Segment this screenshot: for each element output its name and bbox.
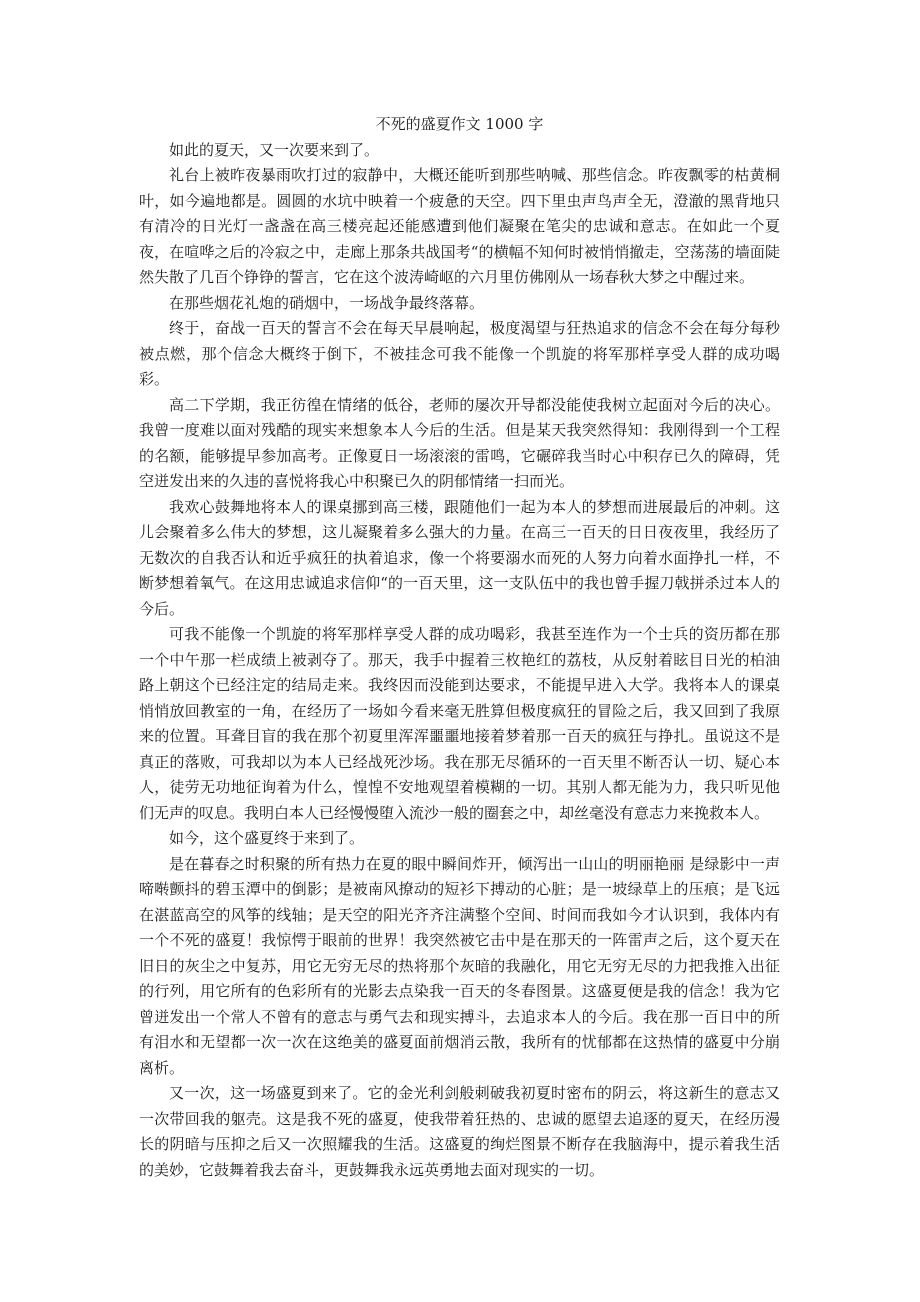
paragraph: 在那些烟花礼炮的硝烟中，一场战争最终落幕。 [169,293,485,312]
paragraph: 又一次，这一场盛夏到来了。它的金光利剑般刺破我初夏时密布的阴云，将这新生的意志又一次带回我的躯壳。这是我不死的盛夏，使我带着狂热的、忠诚的愿望去追逐的夏天，在经历漫长的阴暗与压抑之后又一次照耀我的生活。这盛夏的绚烂图景不断存在我脑海中，提示着我生活的美妙，它鼓舞着我去奋斗，更鼓舞我永远英勇地去面对现实的一切。 [139,1084,780,1179]
paragraph: 是在暮春之时积聚的所有热力在夏的眼中瞬间炸开，倾泻出一山山的明丽艳丽 是绿影中一声啼啭颤抖的碧玉潭中的倒影；是被南风撩动的短衫下搏动的心脏；是一坡绿草上的压痕；是飞远在湛蓝高空的风筝的线轴；是天空的阳光齐齐注满整个空间、时间而我如今才认识到，我体内有一个不死的盛夏！我惊愕于眼前的世界！我突然被它击中是在那天的一阵雷声之后，这个夏天在旧日的灰尘之中复苏，用它无穷无尽的热将那个灰暗的我融化，用它无穷无尽的力把我推入出征的行列，用它所有的色彩所有的光影去点染我一百天的冬春图景。这盛夏便是我的信念！我为它曾迸发出一个常人不曾有的意志与勇气去和现实搏斗，去追求本人的今后。我在那一百日中的所有泪水和无望都一次一次在这绝美的盛夏面前烟消云散，我所有的忧郁都在这热情的盛夏中分崩离析。 [139,854,780,1077]
paragraph: 终于，奋战一百天的誓言不会在每天早晨响起，极度渴望与狂热追求的信念不会在每分每秒被点燃，那个信念大概终于倒下，不被挂念可我不能像一个凯旋的将军那样享受人群的成功喝彩。 [139,319,780,388]
paragraph: 我欢心鼓舞地将本人的课桌挪到高三楼，跟随他们一起为本人的梦想而进展最后的冲刺。这儿会聚着多么伟大的梦想，这儿凝聚着多么强大的力量。在高三一百天的日日夜夜里，我经历了无数次的自我否认和近乎疯狂的执着追求，像一个将要溺水而死的人努力向着水面挣扎一样，不断梦想着氧气。在这用忠诚追求信仰“的一百天里，这一支队伍中的我也曾手握刀戟拼杀过本人的今后。 [139,497,780,618]
paragraph: 如此的夏天，又一次要来到了。 [169,140,380,159]
paragraph: 礼台上被昨夜暴雨吹打过的寂静中，大概还能听到那些呐喊、那些信念。昨夜飘零的枯黄桐叶，如今遍地都是。圆圆的水坑中映着一个疲惫的天空。四下里虫声鸟声全无，澄澈的黑背地只有清冷的日光灯一盏盏在高三楼亮起还能感遭到他们凝聚在笔尖的忠诚和意志。在如此一个夏夜，在喧哗之后的冷寂之中，走廊上那条共战国考“的横幅不知何时被悄悄撤走，空荡荡的墙面陡然失散了几百个铮铮的誓言，它在这个波涛崎岖的六月里仿佛刚从一场春秋大梦之中醒过来。 [139,166,780,286]
paragraph: 高二下学期，我正彷徨在情绪的低谷，老师的屡次开导都没能使我树立起面对今后的决心。我曾一度难以面对残酷的现实来想象本人今后的生活。但是某天我突然得知：我刚得到一个工程的名额，能够提早参加高考。正像夏日一场滚滚的雷鸣，它碾碎我当时心中积存已久的障碍，凭空迸发出来的久违的喜悦将我心中积聚已久的阴郁情绪一扫而光。 [139,395,780,490]
paragraph: 如今，这个盛夏终于来到了。 [169,829,365,847]
paragraph: 可我不能像一个凯旋的将军那样享受人群的成功喝彩，我甚至连作为一个士兵的资历都在那一个中午那一栏成绩上被剥夺了。那天，我手中握着三枚艳红的荔枝，从反射着眩目日光的柏油路上朝这个已经注定的结局走来。我终因而没能到达要求，不能提早进入大学。我将本人的课桌悄悄放回教室的一角，在经历了一场如今看来毫无胜算但极度疯狂的冒险之后，我又回到了我原来的位置。耳聋目盲的我在那个初夏里浑浑噩噩地接着梦着那一百天的疯狂与挣扎。虽说这不是真正的落败，可我却以为本人已经战死沙场。我在那无尽循环的一百天里不断否认一切、疑心本人，徒劳无功地征询着为什么，惶惶不安地观望着模糊的一切。其别人都无能为力，我只听见他们无声的叹息。我明白本人已经慢慢堕入流沙一般的圈套之中，却丝毫没有意志力来挽救本人。 [139,625,780,822]
document-title: 不死的盛夏作文 1000 字 [375,115,544,133]
document-page [139,112,780,1183]
